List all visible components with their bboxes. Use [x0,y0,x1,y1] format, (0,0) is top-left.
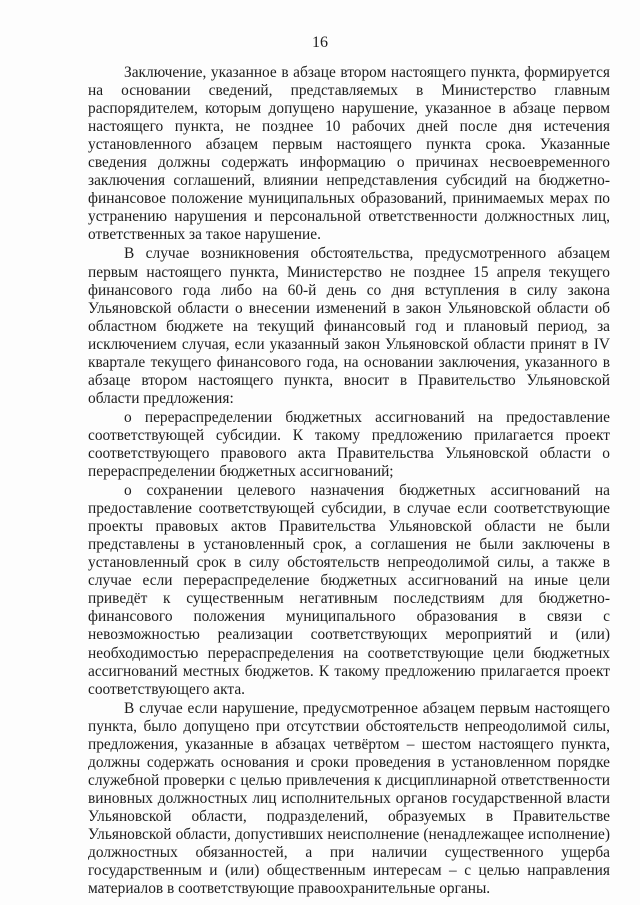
paragraph-5: В случае если нарушение, предусмотренное абзацем первым настоящего пункта, было допущено при отсутствии обстоятельств непреодолимой силы, предложения, указанные в абзацах четвёртом – шестом настоящего пункта, должны содержать основания и сроки проведения в установленном порядке служебной проверки с целью привлечения к дисциплинарной ответственности виновных должностных лиц исполнительных органов государственной власти Ульяновской области, подразделений, образуемых в Правительстве Ульяновской области, допустивших неисполнение (ненадлежащее исполнение) должностных обязанностей, а при наличии существенного ущерба государственным и (или) общественным интересам – с целью направления материалов в соответствующие правоохранительные органы. [88,699,610,898]
document-body [88,64,610,898]
paragraph-2: В случае возникновения обстоятельства, предусмотренного абзацем первым настоящего пункта, Министерство не позднее 15 апреля текущего финансового года либо на 60-й день со дня вступления в силу закона Ульяновской области о внесении изменений в закон Ульяновской области об областном бюджете на текущий финансовый год и плановый период, за исключением случая, если указанный закон Ульяновской области принят в IV квартале текущего финансового года, на основании заключения, указанного в абзаце втором настоящего пункта, вносит в Правительство Ульяновской области предложения: [88,245,610,407]
paragraph-1: Заключение, указанное в абзаце втором настоящего пункта, формируется на основании сведений, представляемых в Министерство главным распорядителем, которым допущено нарушение, указанное в абзаце первом настоящего пункта, не позднее 10 рабочих дней после дня истечения установленного абзацем первым настоящего пункта срока. Указанные сведения должны содержать информацию о причинах несвоевременного заключения соглашений, влиянии непредставления субсидий на бюджетно-финансовое положение муниципальных образований, принимаемых мерах по устранению нарушения и персональной ответственности должностных лиц, ответственных за такое нарушение. [88,64,610,244]
paragraph-3: о перераспределении бюджетных ассигнований на предоставление соответствующей субсидии. К такому предложению прилагается проект соответствующего правового акта Правительства Ульяновской области о перераспределении бюджетных ассигнований; [88,408,610,481]
paragraph-4: о сохранении целевого назначения бюджетных ассигнований на предоставление соответствующей субсидии, в случае если соответствующие проекты правовых актов Правительства Ульяновской области не были представлены в установленный срок, а соглашения не были заключены в установленный срок в силу обстоятельств непреодолимой силы, а также в случае если перераспределение бюджетных ассигнований на иные цели приведёт к существенным негативным последствиям для бюджетно-финансового положения муниципального образования в связи с невозможностью реализации соответствующих мероприятий и (или) необходимостью перераспределения на соответствующие цели бюджетных ассигнований местных бюджетов. К такому предложению прилагается проект соответствующего акта. [88,482,610,698]
page-number: 16 [312,34,328,51]
